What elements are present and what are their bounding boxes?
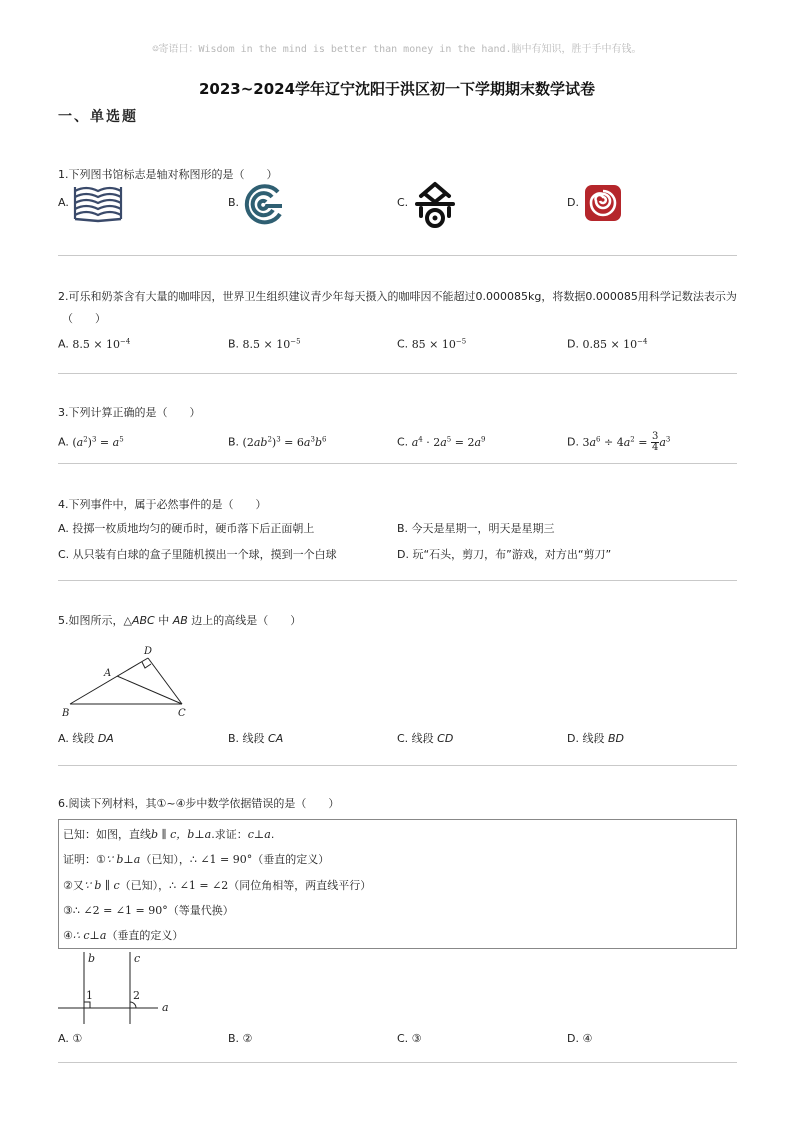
math-exponent: −5 — [455, 337, 467, 345]
option-math: $(2ab^2)^3 = 6a^3b^6$ — [242, 435, 327, 449]
proof-text: （垂直的定义） — [106, 929, 184, 942]
option-d[interactable] — [567, 424, 670, 458]
angle-label-2: 2 — [133, 989, 140, 1002]
divider — [58, 580, 737, 581]
proof-line-3 — [63, 877, 371, 893]
option-math — [412, 338, 467, 351]
option-b[interactable]: B. 今天是星期一，明天是星期三 — [397, 522, 555, 535]
option-label: B. 线段 — [228, 732, 269, 745]
proof-text: ②又 — [63, 879, 84, 892]
question-stem: 2.可乐和奶茶含有大量的咖啡因，世界卫生组织建议青少年每天摄入的咖啡因不能超过0.000085kg，将数据0.000085用科学记数法表示为 — [58, 290, 737, 303]
angle-label-1: 1 — [86, 989, 93, 1002]
stem-text: 5.如图所示， — [58, 614, 124, 627]
option-b[interactable] — [228, 728, 283, 750]
divider — [58, 765, 737, 766]
triangle-figure — [62, 640, 202, 722]
option-a[interactable] — [58, 330, 130, 356]
proof-math: b ∥ c，b⊥a — [151, 828, 212, 841]
proof-line-2 — [63, 851, 329, 867]
option-label: A. 线段 — [58, 732, 98, 745]
math-base: 85 × 10 — [411, 337, 456, 351]
divider — [58, 463, 737, 464]
math-base: 8.5 × 10 — [242, 337, 291, 351]
option-row — [58, 542, 748, 568]
proof-text: 证明：① — [63, 853, 106, 866]
parallel-lines-figure — [58, 950, 188, 1026]
option-c[interactable]: C. ③ — [397, 1032, 422, 1045]
option-row — [58, 516, 748, 542]
section-heading: 一、单选题 — [58, 109, 138, 125]
question-stem: 6.阅读下列材料，其①~④步中数学依据错误的是（ ） — [58, 797, 340, 810]
option-label: C. — [397, 435, 409, 449]
stem-text: 中 — [154, 614, 173, 627]
proof-text: .求证： — [211, 828, 248, 841]
option-label: A. — [58, 196, 69, 209]
proof-line-1 — [63, 826, 274, 842]
question-3 — [58, 402, 748, 454]
option-math: $a^4 \cdot 2a^5 = 2a^9$ — [411, 435, 486, 449]
stacked-glyph-logo-icon — [411, 180, 459, 232]
proof-math: ∴ ∠1 = 90° — [189, 853, 253, 866]
red-seal-spiral-logo-icon — [583, 183, 623, 223]
option-label: B. — [228, 337, 240, 351]
option-segment: CA — [268, 732, 284, 745]
option-label: C. — [397, 337, 409, 351]
option-label: C. 线段 — [397, 732, 438, 745]
divider — [58, 255, 737, 256]
proof-math: ∴ c⊥a — [72, 929, 107, 942]
question-stem-continued: （ ） — [62, 312, 106, 325]
point-label-d: D — [144, 646, 153, 657]
stem-math: AB — [172, 614, 188, 627]
proof-text: 已知：如图，直线 — [63, 828, 151, 841]
option-math — [243, 338, 301, 351]
option-row — [58, 728, 748, 750]
math-base: 0.85 × 10 — [582, 337, 638, 351]
option-d[interactable]: D. ④ — [567, 1032, 593, 1045]
option-c[interactable]: C. 从只装有白球的盒子里随机摸出一个球，摸到一个白球 — [58, 548, 337, 561]
line-label-b: b — [88, 952, 96, 965]
option-label: D. 线段 — [567, 732, 608, 745]
option-c[interactable] — [397, 728, 453, 750]
stem-text: 边上的高线是（ ） — [187, 614, 302, 627]
option-d[interactable] — [567, 330, 648, 356]
proof-text: （同位角相等，两直线平行） — [228, 879, 372, 892]
option-segment: CD — [437, 732, 454, 745]
math-exponent: −5 — [290, 337, 301, 345]
option-row — [58, 186, 748, 230]
line-label-a: a — [162, 1001, 169, 1014]
proof-math: ∴ ∠1 = ∠2 — [169, 879, 229, 892]
point-label-c: C — [178, 708, 186, 719]
option-a[interactable]: A. ① — [58, 1032, 83, 1045]
option-label: B. — [228, 435, 240, 449]
point-label-b: B — [62, 708, 70, 719]
waves-book-logo-icon — [72, 183, 124, 223]
option-a[interactable]: A. 投掷一枚质地均匀的硬币时，硬币落下后正面朝上 — [58, 522, 315, 535]
option-row — [58, 330, 748, 352]
option-segment: BD — [607, 732, 624, 745]
option-b[interactable]: B. ② — [228, 1032, 253, 1045]
proof-math: ∴ ∠2 = ∠1 = 90° — [72, 904, 168, 917]
proof-line-4 — [63, 902, 234, 918]
proof-text: ③ — [63, 904, 73, 917]
option-label: C. — [397, 196, 409, 209]
option-b[interactable] — [228, 330, 301, 356]
option-b[interactable] — [228, 424, 326, 458]
question-1 — [58, 164, 748, 230]
proof-math: c⊥a — [247, 828, 271, 841]
proof-text: （垂直的定义） — [252, 853, 330, 866]
option-label: A. — [58, 435, 69, 449]
proof-text: （已知）， — [140, 853, 190, 866]
question-stem: 1.下列图书馆标志是轴对称图形的是（ ） — [58, 168, 278, 181]
proof-text: . — [270, 828, 275, 841]
option-a[interactable] — [58, 192, 69, 214]
option-a[interactable] — [58, 424, 124, 458]
question-stem: 4.下列事件中，属于必然事件的是（ ） — [58, 498, 267, 511]
proof-text: （等量代换） — [167, 904, 234, 917]
page-title: 2023~2024学年辽宁沈阳于洪区初一下学期期末数学试卷 — [198, 80, 596, 98]
option-segment: DA — [97, 732, 114, 745]
option-math — [72, 338, 130, 351]
question-5 — [58, 610, 748, 745]
option-d[interactable] — [567, 192, 579, 214]
option-label: D. — [567, 196, 579, 209]
option-label: D. — [567, 435, 579, 449]
option-label: A. — [58, 337, 69, 351]
question-stem: 3.下列计算正确的是（ ） — [58, 406, 201, 419]
option-row — [58, 424, 748, 454]
question-stem — [58, 610, 748, 632]
point-label-a: A — [104, 668, 112, 679]
option-b[interactable] — [228, 192, 239, 214]
proof-text: ④ — [63, 929, 73, 942]
option-c[interactable] — [397, 330, 466, 356]
option-d[interactable]: D. 玩“石头，剪刀，布”游戏，对方出“剪刀” — [397, 548, 612, 561]
line-label-c: c — [134, 952, 141, 965]
proof-math: ∵ b ∥ c — [83, 879, 120, 892]
option-a[interactable] — [58, 728, 114, 750]
option-d[interactable] — [567, 728, 624, 750]
option-math: $3a^6 \div 4a^2$ = $\frac{3}{4}$ $a^3$ — [582, 431, 671, 454]
math-base: 8.5 × 10 — [72, 337, 121, 351]
proof-line-5 — [63, 927, 183, 943]
option-label: B. — [228, 196, 240, 209]
swirl-c-logo-icon — [242, 182, 286, 226]
option-math — [582, 338, 647, 351]
option-c[interactable] — [397, 192, 408, 214]
math-exponent: −4 — [637, 337, 648, 345]
divider — [58, 373, 737, 374]
option-label: D. — [567, 337, 579, 351]
math-exponent: −4 — [120, 337, 131, 345]
stem-math: △ABC — [123, 614, 155, 627]
question-6-options — [58, 1028, 748, 1050]
proof-math: ∵ b⊥a — [105, 853, 141, 866]
proof-text: （已知）， — [119, 879, 170, 892]
proof-box — [58, 819, 737, 949]
option-math: $(a^2)^3 = a^5$ — [72, 435, 124, 449]
option-c[interactable] — [397, 424, 486, 458]
question-4 — [58, 494, 748, 568]
option-row — [58, 1028, 748, 1050]
question-2 — [58, 286, 748, 352]
question-6 — [58, 793, 748, 815]
watermark: ☺寄语曰：Wisdom in the mind is better than money in the hand.脑中有知识，胜于手中有钱。 — [152, 44, 642, 55]
divider — [58, 1062, 737, 1063]
